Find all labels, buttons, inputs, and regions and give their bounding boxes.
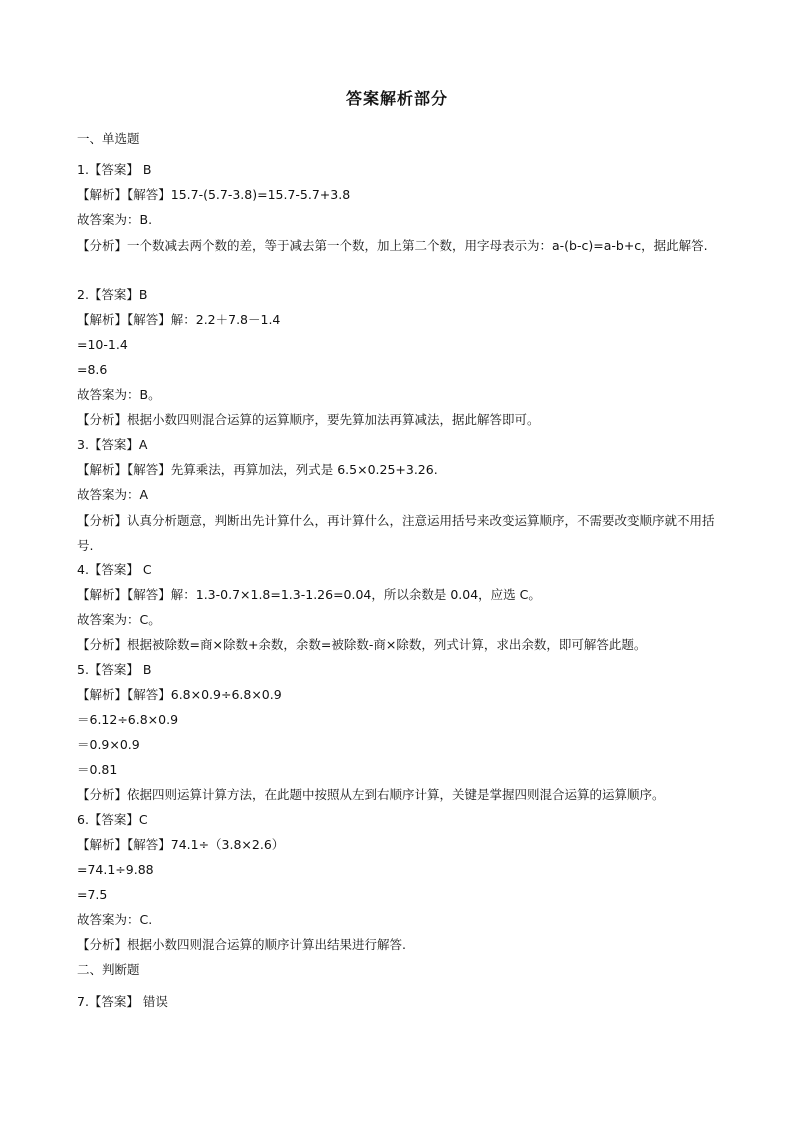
answer-line: 2.【答案】B [77, 287, 148, 302]
answer-line: 6.【答案】C [77, 812, 148, 827]
page-title: 答案解析部分 [345, 89, 448, 108]
calculation-line: =74.1÷9.88 [77, 862, 154, 877]
reasoning-line: 【分析】依据四则运算计算方法，在此题中按照从左到右顺序计算，关键是掌握四则混合运算的运算顺序。 [77, 787, 665, 802]
calculation-line: =8.6 [77, 362, 108, 377]
conclusion-line: 故答案为：A [77, 487, 149, 502]
answer-line: 1.【答案】 B [77, 162, 152, 177]
analysis-line: 【解析】【解答】解：1.3-0.7×1.8=1.3-1.26=0.04，所以余数是 0.04，应选 C。 [77, 587, 541, 602]
reasoning-line: 【分析】认真分析题意，判断出先计算什么，再计算什么，注意运用括号来改变运算顺序，不需要改变顺序就不用括号. [77, 513, 715, 553]
calculation-line: =7.5 [77, 887, 108, 902]
conclusion-line: 故答案为：B. [77, 212, 153, 227]
reasoning-line: 【分析】根据小数四则混合运算的运算顺序，要先算加法再算减法，据此解答即可。 [77, 412, 540, 427]
analysis-line: 【解析】【解答】6.8×0.9÷6.8×0.9 [77, 687, 282, 702]
conclusion-line: 故答案为：B。 [77, 387, 161, 402]
calculation-line: ＝0.81 [77, 762, 118, 777]
answer-line: 5.【答案】 B [77, 662, 152, 677]
answer-line: 7.【答案】 错误 [77, 994, 168, 1009]
conclusion-line: 故答案为：C. [77, 912, 153, 927]
reasoning-line: 【分析】一个数减去两个数的差，等于减去第一个数，加上第二个数，用字母表示为：a-(b-c)=a-b+c，据此解答. [77, 238, 708, 253]
reasoning-line: 【分析】根据被除数=商×除数+余数，余数=被除数-商×除数，列式计算，求出余数，即可解答此题。 [77, 637, 647, 652]
conclusion-line: 故答案为：C。 [77, 612, 161, 627]
analysis-line: 【解析】【解答】解：2.2＋7.8－1.4 [77, 312, 281, 327]
section-heading: 二、判断题 [77, 962, 140, 977]
calculation-line: =10-1.4 [77, 337, 128, 352]
answer-line: 4.【答案】 C [77, 562, 152, 577]
reasoning-line: 【分析】根据小数四则混合运算的顺序计算出结果进行解答. [77, 937, 406, 952]
calculation-line: ＝6.12÷6.8×0.9 [77, 712, 179, 727]
section-heading: 一、单选题 [77, 131, 140, 146]
analysis-line: 【解析】【解答】15.7-(5.7-3.8)=15.7-5.7+3.8 [77, 187, 351, 202]
calculation-line: ＝0.9×0.9 [77, 737, 140, 752]
answer-line: 3.【答案】A [77, 437, 148, 452]
analysis-line: 【解析】【解答】74.1÷（3.8×2.6） [77, 837, 285, 852]
analysis-line: 【解析】【解答】先算乘法，再算加法，列式是 6.5×0.25+3.26. [77, 462, 438, 477]
